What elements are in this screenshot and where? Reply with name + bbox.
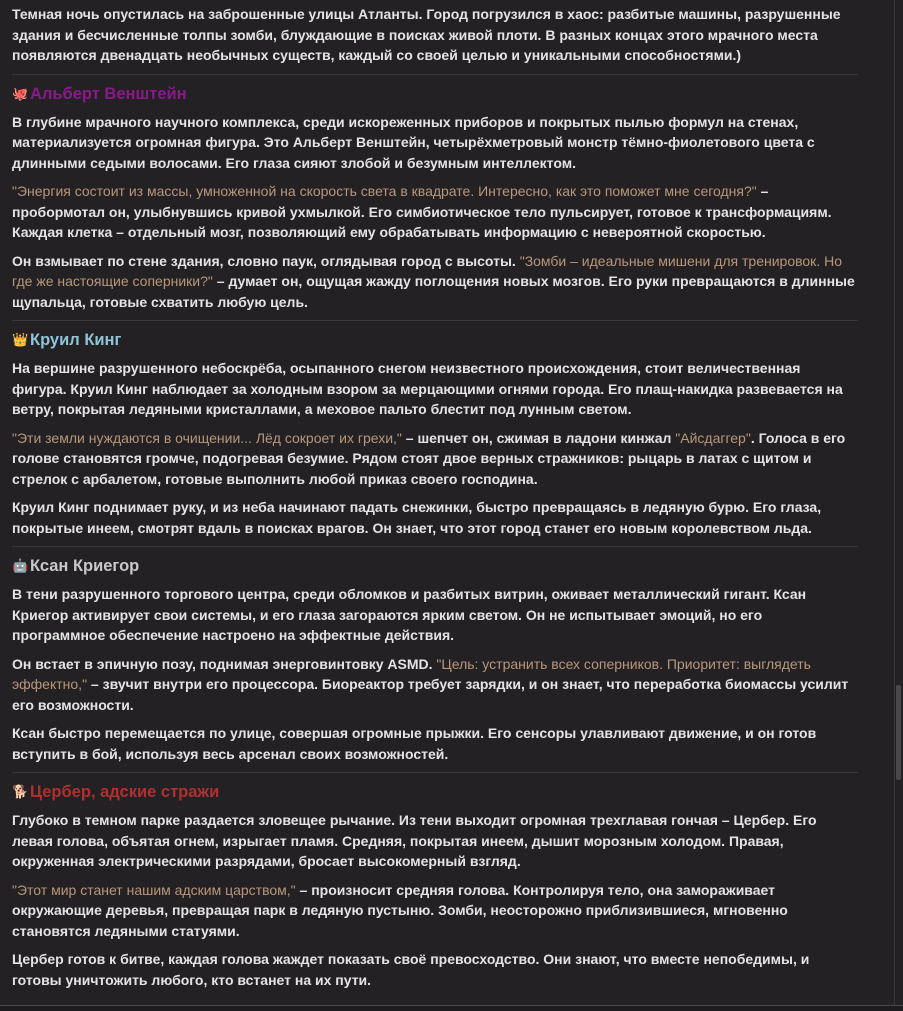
narration-text: – пробормотал он, улыбнувшись кривой ухмылкой. Его симбиотическое тело пульсирует, готовое к трансформациям. Каждая клетка – отдельный мозг, позволяющий ему обрабатывать информацию с невероятной скоростью. bbox=[12, 183, 832, 240]
narration-text: . Голоса в его голове становятся громче, подогревая безумие. Рядом стоят двое верных стражников: рыцарь в латах с щитом и стрелок с арбалетом, готовые выполнить любой приказ своего господина. bbox=[12, 429, 846, 487]
story-paragraph bbox=[12, 654, 858, 716]
story-paragraph bbox=[12, 949, 858, 990]
story-paragraph bbox=[12, 358, 858, 420]
narration-text: Он взмывает по стене здания, словно паук, оглядывая город с высоты. bbox=[12, 252, 520, 269]
character-heading bbox=[12, 327, 858, 353]
story-paragraph bbox=[12, 112, 858, 174]
story-paragraph bbox=[12, 251, 858, 313]
character-heading bbox=[12, 779, 858, 805]
quote-text: "Этот мир станет нашим адским царством," bbox=[12, 881, 296, 898]
robot-icon: 🤖 bbox=[12, 558, 29, 573]
quote-text: "Зомби – идеальные мишени для тренировок. Но где же настоящие соперники?" bbox=[12, 252, 842, 289]
scrollbar[interactable] bbox=[894, 0, 903, 1006]
section-divider bbox=[12, 320, 858, 321]
quote-text: "Цель: устранить всех соперников. Приоритет: выглядеть эффектно," bbox=[12, 655, 811, 692]
section-divider bbox=[12, 772, 858, 773]
crown-icon: 👑 bbox=[12, 332, 29, 347]
story-paragraph bbox=[12, 428, 858, 490]
narration-text: Темная ночь опустилась на заброшенные улицы Атланты. Город погрузился в хаос: разбитые машины, разрушенные здания и бесчисленные толпы зомби, блуждающие в поисках живой плоти. В разных концах этого мрачного места появляются двенадцать необычных существ, каждый со своей целью и уникальными способностями.) bbox=[12, 6, 841, 63]
section-divider bbox=[12, 546, 858, 547]
narration-text: Ксан быстро перемещается по улице, совершая огромные прыжки. Его сенсоры улавливают движение, и он готов вступить в бой, используя весь арсенал своих возможностей. bbox=[12, 725, 817, 762]
character-name: Ксан Криегор bbox=[30, 557, 140, 575]
story-paragraph bbox=[12, 4, 858, 66]
narration-text: – шепчет он, сжимая в ладони кинжал bbox=[401, 429, 676, 446]
character-heading bbox=[12, 81, 858, 107]
narration-text: Цербер готов к битве, каждая голова жаждет показать своё превосходство. Они знают, что вместе непобедимы, и готовы уничтожить любого, кто встанет на их пути. bbox=[12, 951, 810, 988]
story-paragraph bbox=[12, 880, 858, 942]
narration-text: В тени разрушенного торгового центра, среди обломков и разбитых витрин, оживает металлический гигант. Ксан Криегор активирует свои системы, и его глаза загораются ярким светом. Он не испытывает эмоций, но его программное обеспечение настроено на эффектные действия. bbox=[12, 586, 807, 643]
bottom-bar bbox=[0, 1006, 903, 1011]
story-paragraph bbox=[12, 723, 858, 764]
section-divider bbox=[12, 74, 858, 75]
narration-text: Глубоко в темном парке раздается зловещее рычание. Из тени выходит огромная трехглавая гончая – Цербер. Его левая голова, объятая огнем, изрыгает пламя. Средняя, покрытая инеем, дышит морозным холодом. Правая, окруженная электрическими разрядами, бросает высокомерный взгляд. bbox=[12, 812, 817, 869]
octopus-icon: 🐙 bbox=[12, 85, 29, 101]
character-name: Альберт Венштейн bbox=[30, 84, 187, 103]
story-paragraph bbox=[12, 497, 858, 538]
story-paragraph bbox=[12, 181, 858, 243]
narration-text: Он встает в эпичную позу, поднимая энерговинтовку ASMD. bbox=[12, 655, 437, 672]
quote-text: "Айсдаггер" bbox=[675, 429, 751, 446]
story-paragraph bbox=[12, 810, 858, 872]
narration-text: На вершине разрушенного небоскрёба, осыпанного снегом неизвестного происхождения, стоит величественная фигура. Круил Кинг наблюдает за холодным взором за мерцающими огнями города. Его плащ-накидка развевается на ветру, покрытая ледяными кристаллами, а меховое пальто блестит под лунным светом. bbox=[12, 360, 843, 417]
story-paragraph bbox=[12, 584, 858, 646]
quote-text: "Энергия состоит из массы, умноженной на скорость света в квадрате. Интересно, как это поможет мне сегодня?" bbox=[12, 183, 757, 199]
scrollbar-thumb[interactable] bbox=[896, 685, 901, 780]
character-heading bbox=[12, 553, 858, 579]
character-name: Круил Кинг bbox=[30, 331, 122, 349]
quote-text: "Эти земли нуждаются в очищении... Лёд сокроет их грехи," bbox=[12, 429, 402, 446]
dog-icon: 🐕 bbox=[12, 784, 29, 799]
narration-text: Круил Кинг поднимает руку, и из неба начинают падать снежинки, быстро превращаясь в ледяную бурю. Его глаза, покрытые инеем, смотрят вдаль в поисках врагов. Он знает, что этот город станет его новым королевством льда. bbox=[12, 499, 822, 536]
narration-text: – произносит средняя голова. Контролируя тело, она замораживает окружающие деревья, превращая парк в ледяную пустыню. Зомби, неосторожно приблизившиеся, мгновенно становятся ледяными статуями. bbox=[12, 881, 788, 939]
narration-text: В глубине мрачного научного комплекса, среди искореженных приборов и покрытых пылью формул на стенах, материализуется огромная фигура. Это Альберт Венштейн, четырёхметровый монстр тёмно-фиолетового цвета с длинными седыми волосами. Его глаза сияют злобой и безумным интеллектом. bbox=[12, 113, 815, 171]
story-content bbox=[12, 4, 858, 998]
character-name: Цербер, адские стражи bbox=[30, 783, 220, 801]
narration-text: – звучит внутри его процессора. Биореактор требует зарядки, и он знает, что переработка биомассы усилит его возможности. bbox=[12, 676, 849, 713]
narration-text: – думает он, ощущая жажду поглощения новых мозгов. Его руки превращаются в длинные щупальца, готовые схватить любую цель. bbox=[12, 273, 855, 310]
